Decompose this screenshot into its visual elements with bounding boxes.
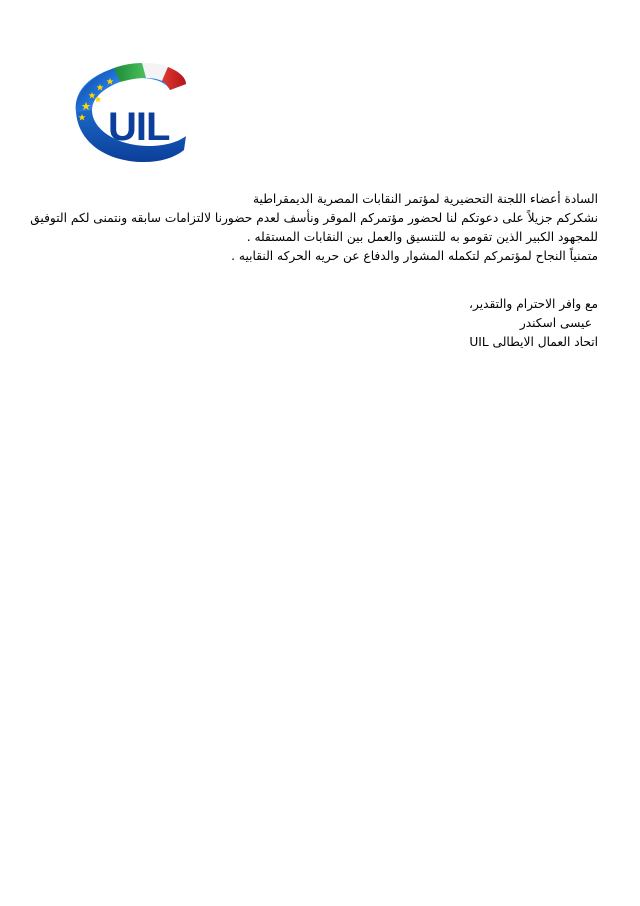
signatory-name: عيسى اسكندر (519, 316, 592, 330)
uil-logo (62, 50, 194, 170)
salutation: السادة أعضاء اللجنة التحضيرية لمؤتمر النقابات المصرية الديمقراطية (253, 192, 598, 206)
letter-body (30, 190, 598, 266)
body-line: للمجهود الكبير الذين تقومو به للتنسيق والعمل بين النقابات المستقله . (246, 230, 598, 244)
organization-name: اتحاد العمال الايطالى UIL (469, 335, 598, 349)
body-line: متمنياً النجاح لمؤتمركم لتكمله المشوار والدفاع عن حريه الحركه النقابيه . (231, 249, 598, 263)
closing-phrase: مع وافر الاحترام والتقدير، (469, 297, 598, 311)
logo-wordmark: UIL (108, 105, 170, 149)
letter-closing (38, 295, 598, 352)
body-line: نشكركم جزيلاً على دعوتكم لنا لحضور مؤتمركم الموقر ونأسف لعدم حضورنا لالتزامات سابقه ونتمنى لكم التوفيق (30, 211, 598, 225)
